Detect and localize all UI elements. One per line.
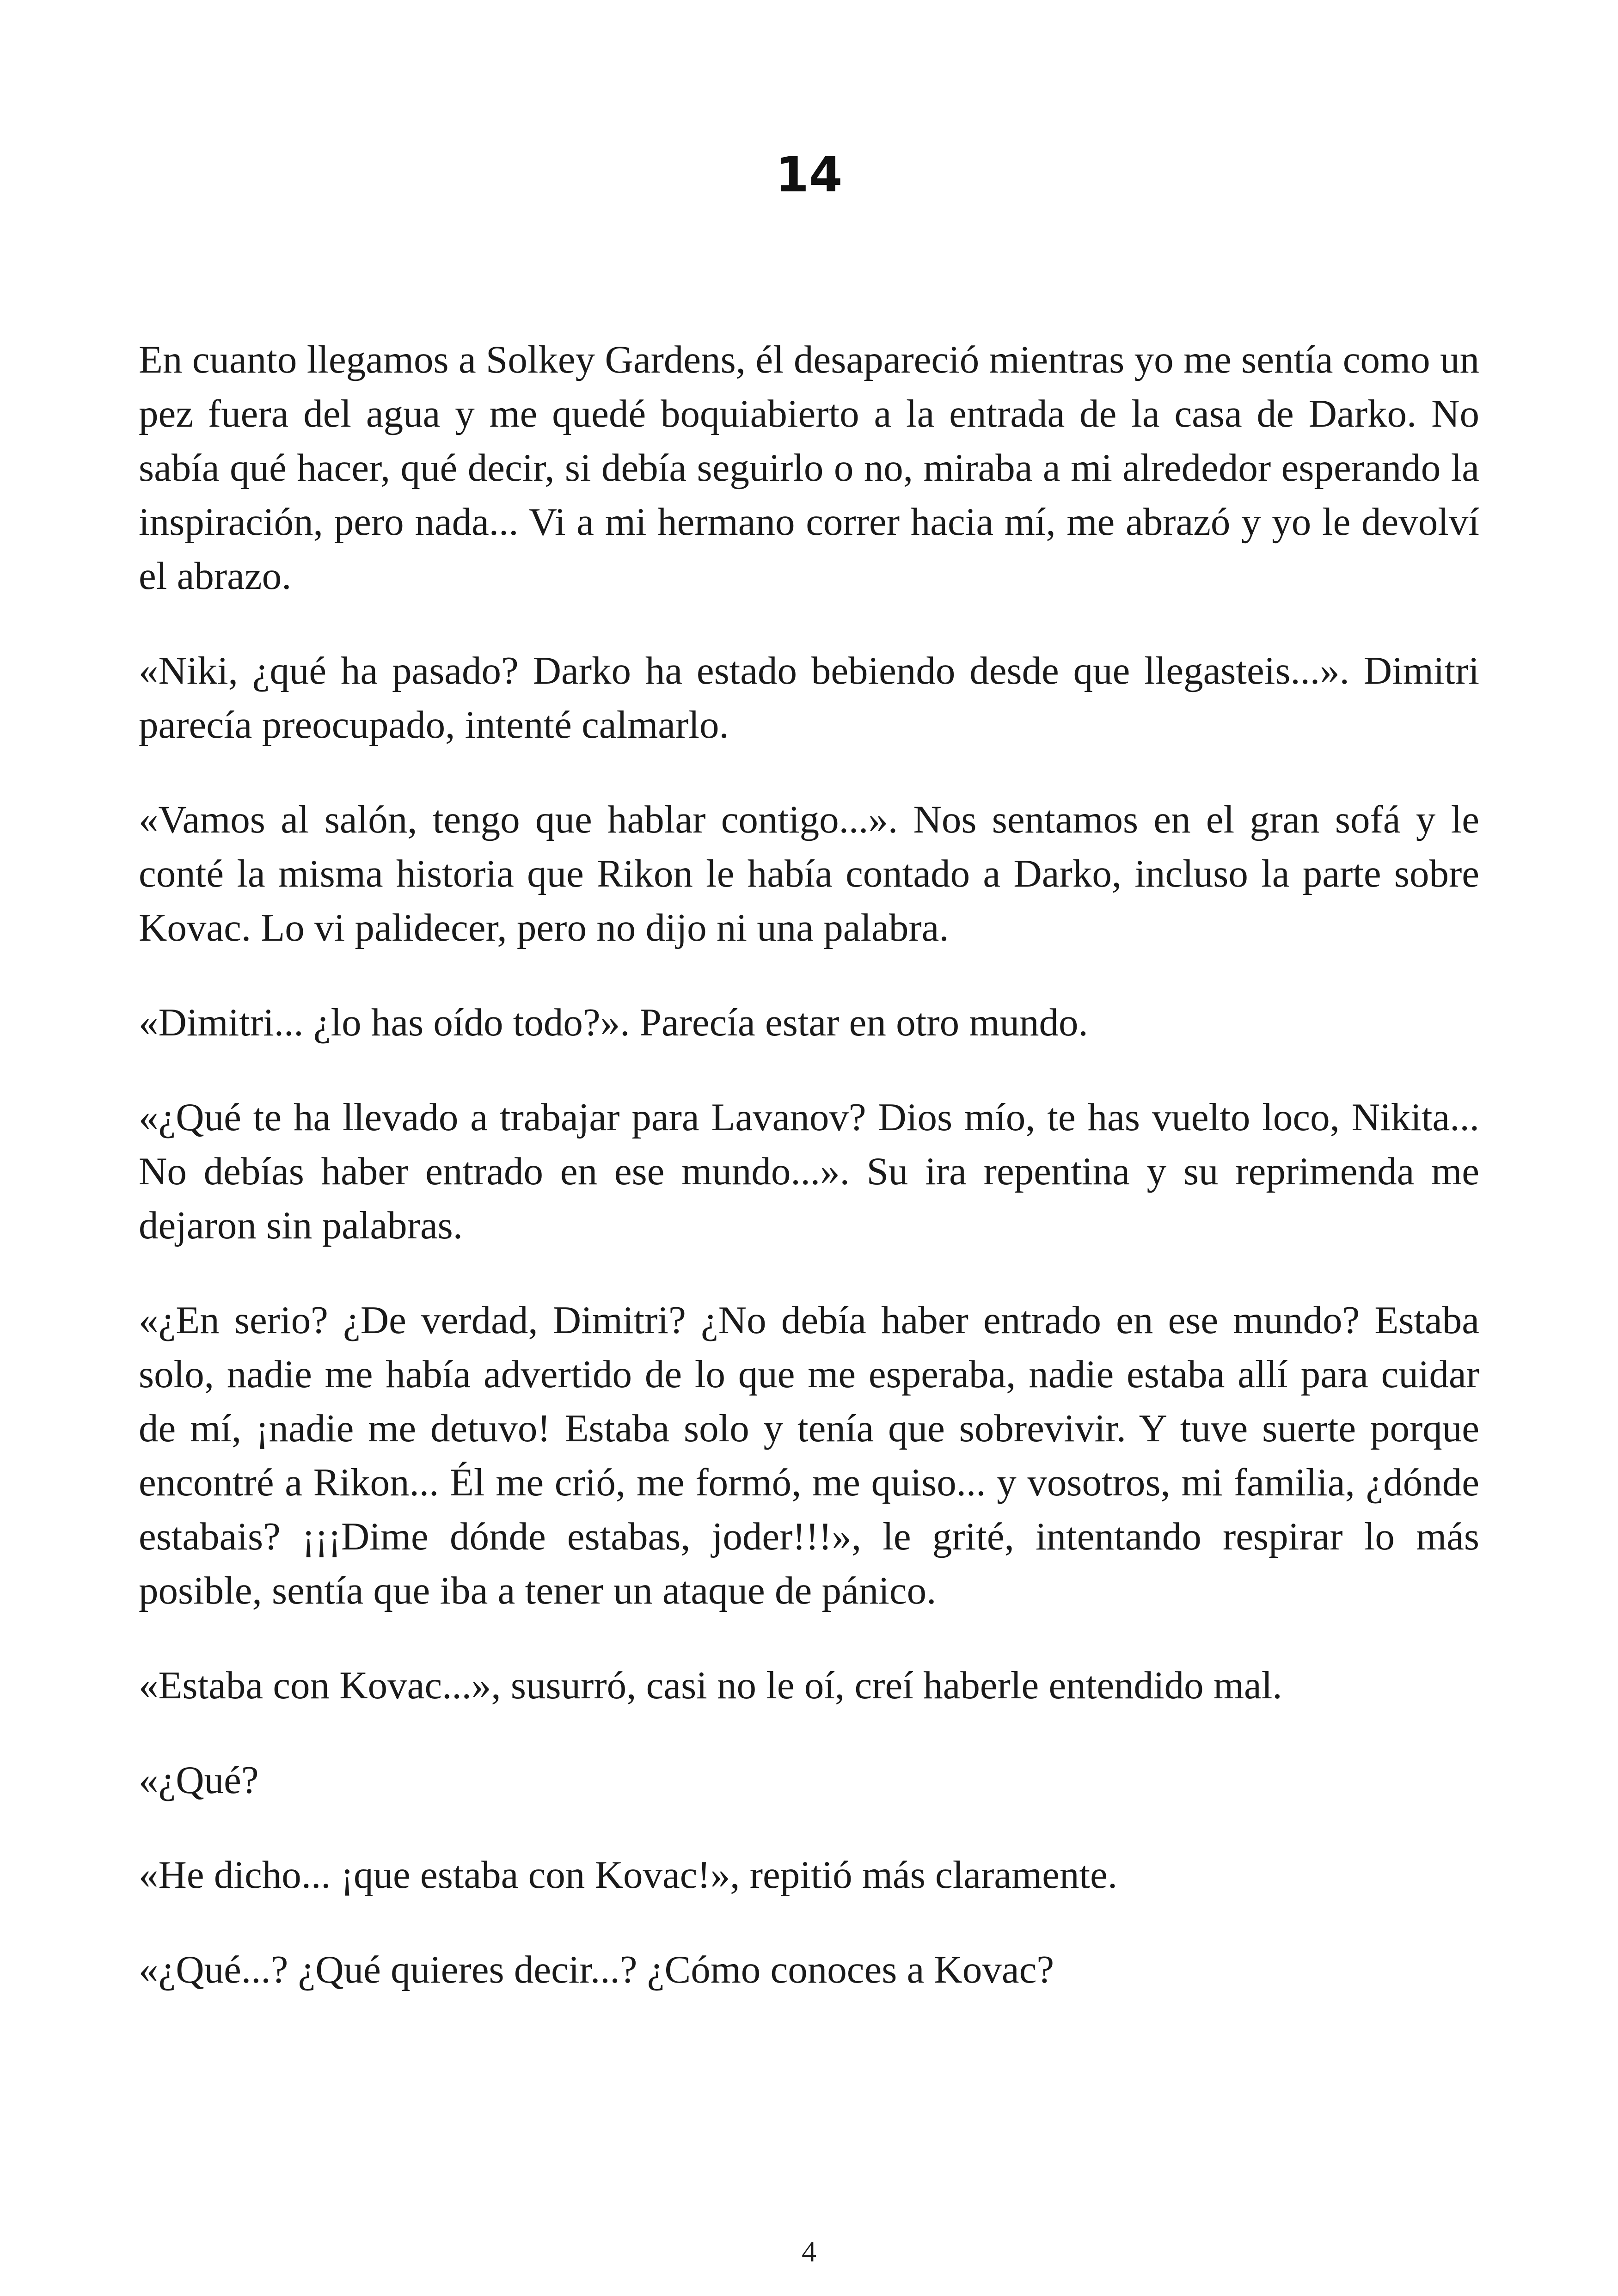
chapter-number: 14 xyxy=(775,147,843,203)
paragraph: «¿Qué? xyxy=(139,1758,259,1802)
paragraph: En cuanto llegamos a Solkey Gardens, él desapareció mientras yo me sentía como un pez fuera del agua y me quedé boquiabierto a la entrada de la casa de Darko. No sabía qué hacer, qué decir, si debía seguirlo o no, miraba a mi alrededor esperando la inspiración, pero nada... Vi a mi hermano correr hacia mí, me abrazó y yo le devolví el abrazo. xyxy=(139,338,1479,598)
page-number: 4 xyxy=(802,2235,816,2268)
paragraph: «Niki, ¿qué ha pasado? Darko ha estado bebiendo desde que llegasteis...». Dimitri parecía preocupado, intenté calmarlo. xyxy=(139,649,1479,747)
paragraph: «¿En serio? ¿De verdad, Dimitri? ¿No debía haber entrado en ese mundo? Estaba solo, nadie me había advertido de lo que me esperaba, nadie estaba allí para cuidar de mí, ¡nadie me detuvo! Estaba solo y tenía que sobrevivir. Y tuve suerte porque encontré a Rikon... Él me crió, me formó, me quiso... y vosotros, mi familia, ¿dónde estabais? ¡¡¡Dime dónde estabas, joder!!!», le grité, intentando respirar lo más posible, sentía que iba a tener un ataque de pánico. xyxy=(139,1298,1479,1612)
paragraph: «¿Qué te ha llevado a trabajar para Lavanov? Dios mío, te has vuelto loco, Nikita... No debías haber entrado en ese mundo...». Su ira repentina y su reprimenda me dejaron sin palabras. xyxy=(139,1096,1479,1247)
paragraph: «Dimitri... ¿lo has oído todo?». Parecía estar en otro mundo. xyxy=(139,1001,1088,1044)
paragraph: «¿Qué...? ¿Qué quieres decir...? ¿Cómo conoces a Kovac? xyxy=(139,1948,1054,1991)
chapter-body xyxy=(139,333,1479,2038)
paragraph: «Estaba con Kovac...», susurró, casi no le oí, creí haberle entendido mal. xyxy=(139,1664,1282,1707)
paragraph: «He dicho... ¡que estaba con Kovac!», repitió más claramente. xyxy=(139,1853,1118,1897)
paragraph: «Vamos al salón, tengo que hablar contigo...». Nos sentamos en el gran sofá y le conté la misma historia que Rikon le había contado a Darko, incluso la parte sobre Kovac. Lo vi palidecer, pero no dijo ni una palabra. xyxy=(139,798,1479,949)
